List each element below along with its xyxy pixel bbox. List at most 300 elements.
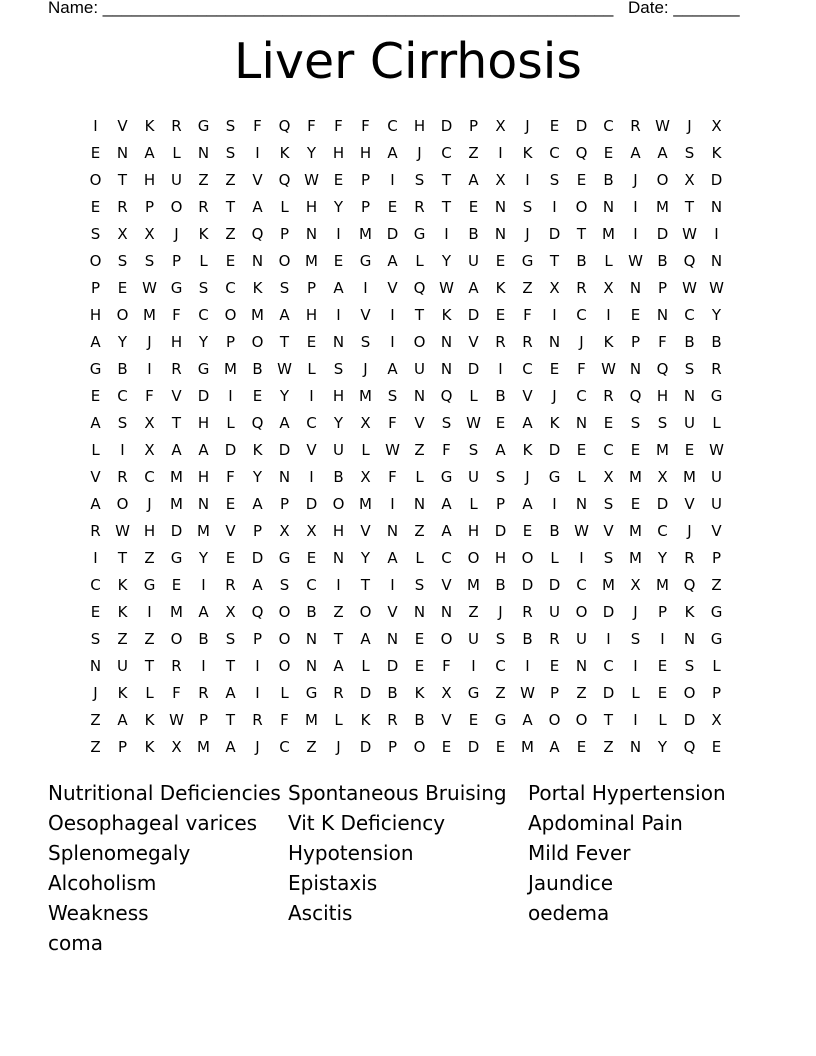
grid-letter[interactable]: H [332, 144, 345, 162]
grid-letter[interactable]: O [575, 198, 588, 216]
grid-letter[interactable]: N [89, 657, 102, 675]
grid-letter[interactable]: I [714, 225, 719, 243]
grid-letter[interactable]: B [549, 522, 560, 540]
grid-letter[interactable]: R [198, 684, 209, 702]
grid-letter[interactable]: D [521, 576, 534, 594]
grid-letter[interactable]: T [225, 657, 236, 675]
grid-letter[interactable]: V [441, 711, 452, 729]
grid-letter[interactable]: L [361, 657, 370, 675]
grid-letter[interactable]: V [711, 522, 722, 540]
grid-letter[interactable]: D [548, 225, 561, 243]
grid-letter[interactable]: L [631, 684, 640, 702]
grid-letter[interactable]: G [197, 360, 210, 378]
grid-letter[interactable]: I [147, 603, 152, 621]
grid-letter[interactable]: J [336, 738, 341, 756]
grid-letter[interactable]: G [440, 468, 453, 486]
grid-letter[interactable]: G [710, 603, 723, 621]
grid-letter[interactable]: Z [306, 738, 317, 756]
grid-letter[interactable]: F [280, 711, 289, 729]
grid-letter[interactable]: Y [279, 387, 290, 405]
grid-letter[interactable]: O [575, 711, 588, 729]
grid-letter[interactable]: D [386, 657, 399, 675]
grid-letter[interactable]: B [333, 468, 344, 486]
grid-letter[interactable]: S [117, 252, 128, 270]
grid-letter[interactable]: O [278, 657, 291, 675]
grid-letter[interactable]: Y [198, 549, 209, 567]
grid-letter[interactable]: C [198, 306, 209, 324]
grid-letter[interactable]: U [414, 360, 425, 378]
grid-letter[interactable]: H [359, 144, 372, 162]
grid-letter[interactable]: X [144, 441, 155, 459]
grid-letter[interactable]: J [417, 144, 422, 162]
grid-letter[interactable]: J [147, 495, 152, 513]
grid-letter[interactable]: X [117, 225, 128, 243]
grid-letter[interactable]: D [575, 117, 588, 135]
grid-letter[interactable]: D [656, 225, 669, 243]
grid-letter[interactable]: S [360, 333, 371, 351]
grid-letter[interactable]: Q [251, 603, 264, 621]
grid-letter[interactable]: A [387, 360, 398, 378]
grid-letter[interactable]: A [522, 414, 533, 432]
grid-letter[interactable]: N [710, 198, 723, 216]
grid-letter[interactable]: V [360, 522, 371, 540]
grid-letter[interactable]: K [279, 144, 290, 162]
grid-letter[interactable]: D [656, 495, 669, 513]
grid-letter[interactable]: I [552, 198, 557, 216]
grid-letter[interactable]: V [225, 522, 236, 540]
grid-letter[interactable]: N [575, 495, 588, 513]
grid-letter[interactable]: D [467, 306, 480, 324]
grid-letter[interactable]: A [468, 279, 479, 297]
grid-letter[interactable]: E [603, 414, 614, 432]
grid-letter[interactable]: N [413, 603, 426, 621]
grid-letter[interactable]: A [171, 441, 182, 459]
grid-letter[interactable]: S [225, 117, 236, 135]
grid-letter[interactable]: C [306, 414, 317, 432]
grid-letter[interactable]: E [225, 495, 236, 513]
grid-letter[interactable]: Z [198, 171, 209, 189]
grid-letter[interactable]: G [521, 252, 534, 270]
grid-letter[interactable]: R [603, 387, 614, 405]
grid-letter[interactable]: S [603, 495, 614, 513]
grid-letter[interactable]: S [333, 360, 344, 378]
grid-letter[interactable]: L [712, 414, 721, 432]
grid-letter[interactable]: F [577, 360, 586, 378]
grid-letter[interactable]: E [603, 144, 614, 162]
grid-letter[interactable]: C [549, 144, 560, 162]
grid-letter[interactable]: T [684, 198, 695, 216]
grid-letter[interactable]: S [549, 171, 560, 189]
grid-letter[interactable]: F [145, 387, 154, 405]
grid-letter[interactable]: E [333, 171, 344, 189]
grid-letter[interactable]: C [90, 576, 101, 594]
grid-letter[interactable]: E [549, 360, 560, 378]
grid-letter[interactable]: X [711, 711, 722, 729]
grid-letter[interactable]: B [576, 252, 587, 270]
grid-letter[interactable]: P [387, 738, 398, 756]
grid-letter[interactable]: H [197, 468, 210, 486]
grid-letter[interactable]: I [525, 657, 530, 675]
grid-letter[interactable]: P [117, 738, 128, 756]
grid-letter[interactable]: U [711, 495, 722, 513]
grid-letter[interactable]: P [630, 333, 641, 351]
grid-letter[interactable]: M [683, 468, 696, 486]
grid-letter[interactable]: D [359, 684, 372, 702]
grid-letter[interactable]: Q [683, 576, 696, 594]
date-field[interactable]: Date: _______ [628, 0, 740, 17]
grid-letter[interactable]: N [413, 495, 426, 513]
name-field[interactable]: Name: ______________________________________________________ [48, 0, 614, 17]
grid-letter[interactable]: L [577, 468, 586, 486]
grid-letter[interactable]: G [359, 252, 372, 270]
grid-letter[interactable]: F [226, 468, 235, 486]
grid-letter[interactable]: Z [495, 684, 506, 702]
grid-letter[interactable]: B [684, 333, 695, 351]
grid-letter[interactable]: E [630, 306, 641, 324]
grid-letter[interactable]: Z [225, 225, 236, 243]
grid-letter[interactable]: X [144, 225, 155, 243]
grid-letter[interactable]: C [576, 576, 587, 594]
grid-letter[interactable]: P [657, 603, 668, 621]
grid-letter[interactable]: Y [117, 333, 128, 351]
grid-letter[interactable]: M [656, 576, 669, 594]
grid-letter[interactable]: M [521, 738, 534, 756]
grid-letter[interactable]: I [552, 306, 557, 324]
grid-letter[interactable]: K [252, 441, 263, 459]
grid-letter[interactable]: W [304, 171, 319, 189]
grid-letter[interactable]: A [495, 441, 506, 459]
grid-letter[interactable]: C [657, 522, 668, 540]
grid-letter[interactable]: M [602, 225, 615, 243]
grid-letter[interactable]: H [143, 171, 156, 189]
grid-letter[interactable]: F [334, 117, 343, 135]
grid-letter[interactable]: X [279, 522, 290, 540]
grid-letter[interactable]: I [606, 306, 611, 324]
grid-letter[interactable]: I [606, 630, 611, 648]
grid-letter[interactable]: E [306, 333, 317, 351]
grid-letter[interactable]: M [629, 549, 642, 567]
grid-letter[interactable]: I [201, 657, 206, 675]
grid-letter[interactable]: I [201, 576, 206, 594]
grid-letter[interactable]: V [252, 171, 263, 189]
grid-letter[interactable]: M [359, 225, 372, 243]
grid-letter[interactable]: X [360, 468, 371, 486]
grid-letter[interactable]: V [90, 468, 101, 486]
grid-letter[interactable]: D [467, 360, 480, 378]
grid-letter[interactable]: X [495, 117, 506, 135]
grid-letter[interactable]: L [334, 711, 343, 729]
grid-letter[interactable]: E [306, 549, 317, 567]
grid-letter[interactable]: M [602, 576, 615, 594]
grid-letter[interactable]: I [498, 144, 503, 162]
grid-letter[interactable]: L [145, 684, 154, 702]
grid-letter[interactable]: T [441, 198, 452, 216]
grid-letter[interactable]: O [575, 603, 588, 621]
grid-letter[interactable]: G [170, 279, 183, 297]
grid-letter[interactable]: L [415, 468, 424, 486]
grid-letter[interactable]: S [279, 576, 290, 594]
grid-letter[interactable]: I [579, 549, 584, 567]
grid-letter[interactable]: R [684, 549, 695, 567]
grid-letter[interactable]: H [332, 387, 345, 405]
grid-letter[interactable]: M [629, 468, 642, 486]
grid-letter[interactable]: X [225, 603, 236, 621]
grid-letter[interactable]: K [414, 684, 425, 702]
grid-letter[interactable]: L [199, 252, 208, 270]
grid-letter[interactable]: E [630, 495, 641, 513]
grid-letter[interactable]: E [549, 117, 560, 135]
grid-letter[interactable]: R [171, 117, 182, 135]
grid-letter[interactable]: A [522, 711, 533, 729]
grid-letter[interactable]: A [90, 333, 101, 351]
grid-letter[interactable]: R [198, 198, 209, 216]
grid-letter[interactable]: V [441, 576, 452, 594]
grid-letter[interactable]: G [548, 468, 561, 486]
grid-letter[interactable]: X [603, 279, 614, 297]
grid-letter[interactable]: U [333, 441, 344, 459]
grid-letter[interactable]: Z [468, 144, 479, 162]
grid-letter[interactable]: J [552, 387, 557, 405]
grid-letter[interactable]: U [468, 468, 479, 486]
grid-letter[interactable]: V [603, 522, 614, 540]
grid-letter[interactable]: N [494, 198, 507, 216]
grid-letter[interactable]: U [468, 252, 479, 270]
grid-letter[interactable]: B [495, 576, 506, 594]
grid-letter[interactable]: P [252, 630, 263, 648]
grid-letter[interactable]: G [494, 711, 507, 729]
grid-letter[interactable]: A [90, 495, 101, 513]
grid-letter[interactable]: O [116, 306, 129, 324]
grid-letter[interactable]: S [90, 225, 101, 243]
grid-letter[interactable]: X [144, 414, 155, 432]
grid-letter[interactable]: E [225, 252, 236, 270]
grid-letter[interactable]: T [576, 225, 587, 243]
grid-letter[interactable]: I [228, 387, 233, 405]
grid-letter[interactable]: T [414, 306, 425, 324]
grid-letter[interactable]: U [711, 468, 722, 486]
grid-letter[interactable]: Q [629, 387, 642, 405]
grid-letter[interactable]: J [525, 468, 530, 486]
grid-letter[interactable]: I [633, 225, 638, 243]
grid-letter[interactable]: D [386, 225, 399, 243]
grid-letter[interactable]: V [387, 603, 398, 621]
grid-letter[interactable]: A [387, 144, 398, 162]
grid-letter[interactable]: D [602, 603, 615, 621]
grid-letter[interactable]: Y [657, 549, 668, 567]
grid-letter[interactable]: Y [198, 333, 209, 351]
grid-letter[interactable]: P [171, 252, 182, 270]
grid-letter[interactable]: R [630, 117, 641, 135]
grid-letter[interactable]: B [306, 603, 317, 621]
grid-letter[interactable]: C [441, 549, 452, 567]
grid-letter[interactable]: B [198, 630, 209, 648]
grid-letter[interactable]: R [171, 657, 182, 675]
grid-letter[interactable]: W [439, 279, 454, 297]
grid-letter[interactable]: D [305, 495, 318, 513]
grid-letter[interactable]: N [305, 657, 318, 675]
grid-letter[interactable]: C [306, 576, 317, 594]
grid-letter[interactable]: A [90, 414, 101, 432]
grid-letter[interactable]: N [683, 387, 696, 405]
grid-letter[interactable]: U [576, 630, 587, 648]
grid-letter[interactable]: J [633, 171, 638, 189]
grid-letter[interactable]: I [336, 576, 341, 594]
grid-letter[interactable]: G [710, 630, 723, 648]
grid-letter[interactable]: P [144, 198, 155, 216]
grid-letter[interactable]: J [633, 603, 638, 621]
grid-letter[interactable]: X [549, 279, 560, 297]
grid-letter[interactable]: T [333, 630, 344, 648]
grid-letter[interactable]: I [255, 657, 260, 675]
grid-letter[interactable]: T [603, 711, 614, 729]
grid-letter[interactable]: W [628, 252, 643, 270]
grid-letter[interactable]: K [495, 279, 506, 297]
grid-letter[interactable]: V [684, 495, 695, 513]
grid-letter[interactable]: F [253, 117, 262, 135]
grid-letter[interactable]: A [144, 144, 155, 162]
grid-letter[interactable]: R [225, 576, 236, 594]
grid-letter[interactable]: X [657, 468, 668, 486]
grid-letter[interactable]: J [363, 360, 368, 378]
grid-letter[interactable]: M [197, 738, 210, 756]
grid-letter[interactable]: S [495, 630, 506, 648]
grid-letter[interactable]: W [385, 441, 400, 459]
grid-letter[interactable]: R [414, 198, 425, 216]
grid-letter[interactable]: A [441, 522, 452, 540]
grid-letter[interactable]: T [225, 198, 236, 216]
grid-letter[interactable]: S [387, 387, 398, 405]
grid-letter[interactable]: C [684, 306, 695, 324]
grid-letter[interactable]: O [89, 252, 102, 270]
grid-letter[interactable]: E [117, 279, 128, 297]
grid-letter[interactable]: I [255, 684, 260, 702]
grid-letter[interactable]: Q [683, 252, 696, 270]
grid-letter[interactable]: P [252, 522, 263, 540]
grid-letter[interactable]: Q [251, 225, 264, 243]
grid-letter[interactable]: N [440, 333, 453, 351]
grid-letter[interactable]: B [117, 360, 128, 378]
grid-letter[interactable]: H [332, 522, 345, 540]
grid-letter[interactable]: Q [683, 738, 696, 756]
grid-letter[interactable]: Z [711, 576, 722, 594]
grid-letter[interactable]: M [656, 441, 669, 459]
grid-letter[interactable]: S [468, 441, 479, 459]
grid-letter[interactable]: D [224, 441, 237, 459]
grid-letter[interactable]: S [684, 360, 695, 378]
grid-letter[interactable]: N [197, 495, 210, 513]
grid-letter[interactable]: S [198, 279, 209, 297]
grid-letter[interactable]: P [549, 684, 560, 702]
grid-letter[interactable]: N [548, 333, 561, 351]
grid-letter[interactable]: T [225, 711, 236, 729]
grid-letter[interactable]: M [467, 576, 480, 594]
grid-letter[interactable]: K [522, 144, 533, 162]
grid-letter[interactable]: E [576, 441, 587, 459]
grid-letter[interactable]: C [603, 657, 614, 675]
grid-letter[interactable]: R [252, 711, 263, 729]
grid-letter[interactable]: Z [90, 738, 101, 756]
grid-letter[interactable]: L [469, 387, 478, 405]
grid-letter[interactable]: C [576, 306, 587, 324]
grid-letter[interactable]: I [390, 306, 395, 324]
grid-letter[interactable]: I [255, 144, 260, 162]
grid-letter[interactable]: H [656, 387, 669, 405]
grid-letter[interactable]: E [252, 387, 263, 405]
grid-letter[interactable]: K [252, 279, 263, 297]
grid-letter[interactable]: M [143, 306, 156, 324]
grid-letter[interactable]: A [117, 711, 128, 729]
grid-letter[interactable]: Y [333, 414, 344, 432]
grid-letter[interactable]: S [441, 414, 452, 432]
grid-letter[interactable]: S [684, 657, 695, 675]
grid-letter[interactable]: N [440, 603, 453, 621]
grid-letter[interactable]: D [251, 549, 264, 567]
grid-letter[interactable]: P [495, 495, 506, 513]
grid-letter[interactable]: Y [252, 468, 263, 486]
grid-letter[interactable]: M [305, 252, 318, 270]
grid-letter[interactable]: M [170, 495, 183, 513]
grid-letter[interactable]: N [629, 279, 642, 297]
grid-letter[interactable]: A [198, 441, 209, 459]
grid-letter[interactable]: T [144, 657, 155, 675]
grid-letter[interactable]: P [306, 279, 317, 297]
grid-letter[interactable]: Q [278, 117, 291, 135]
grid-letter[interactable]: F [442, 441, 451, 459]
grid-letter[interactable]: B [495, 387, 506, 405]
grid-letter[interactable]: K [360, 711, 371, 729]
grid-letter[interactable]: O [278, 252, 291, 270]
grid-letter[interactable]: J [93, 684, 98, 702]
grid-letter[interactable]: K [144, 738, 155, 756]
grid-letter[interactable]: S [90, 630, 101, 648]
grid-letter[interactable]: L [226, 414, 235, 432]
grid-letter[interactable]: N [629, 738, 642, 756]
grid-letter[interactable]: A [198, 603, 209, 621]
grid-letter[interactable]: A [252, 198, 263, 216]
grid-letter[interactable]: E [90, 144, 101, 162]
grid-letter[interactable]: D [467, 738, 480, 756]
grid-letter[interactable]: X [630, 576, 641, 594]
grid-letter[interactable]: O [278, 630, 291, 648]
grid-letter[interactable]: O [440, 630, 453, 648]
grid-letter[interactable]: E [630, 441, 641, 459]
grid-letter[interactable]: A [549, 738, 560, 756]
grid-letter[interactable]: T [549, 252, 560, 270]
grid-letter[interactable]: Y [360, 549, 371, 567]
grid-letter[interactable]: I [633, 657, 638, 675]
grid-letter[interactable]: L [91, 441, 100, 459]
grid-letter[interactable]: D [170, 522, 183, 540]
grid-letter[interactable]: P [90, 279, 101, 297]
grid-letter[interactable]: P [279, 495, 290, 513]
grid-letter[interactable]: R [117, 468, 128, 486]
grid-letter[interactable]: U [549, 603, 560, 621]
grid-letter[interactable]: T [279, 333, 290, 351]
grid-letter[interactable]: L [361, 441, 370, 459]
grid-letter[interactable]: I [633, 198, 638, 216]
grid-letter[interactable]: G [710, 387, 723, 405]
grid-letter[interactable]: N [629, 360, 642, 378]
grid-letter[interactable]: W [520, 684, 535, 702]
grid-letter[interactable]: X [306, 522, 317, 540]
grid-letter[interactable]: O [467, 549, 480, 567]
grid-letter[interactable]: G [170, 549, 183, 567]
grid-letter[interactable]: W [682, 279, 697, 297]
grid-letter[interactable]: R [495, 333, 506, 351]
grid-letter[interactable]: F [172, 684, 181, 702]
grid-letter[interactable]: J [687, 522, 692, 540]
grid-letter[interactable]: N [116, 144, 129, 162]
